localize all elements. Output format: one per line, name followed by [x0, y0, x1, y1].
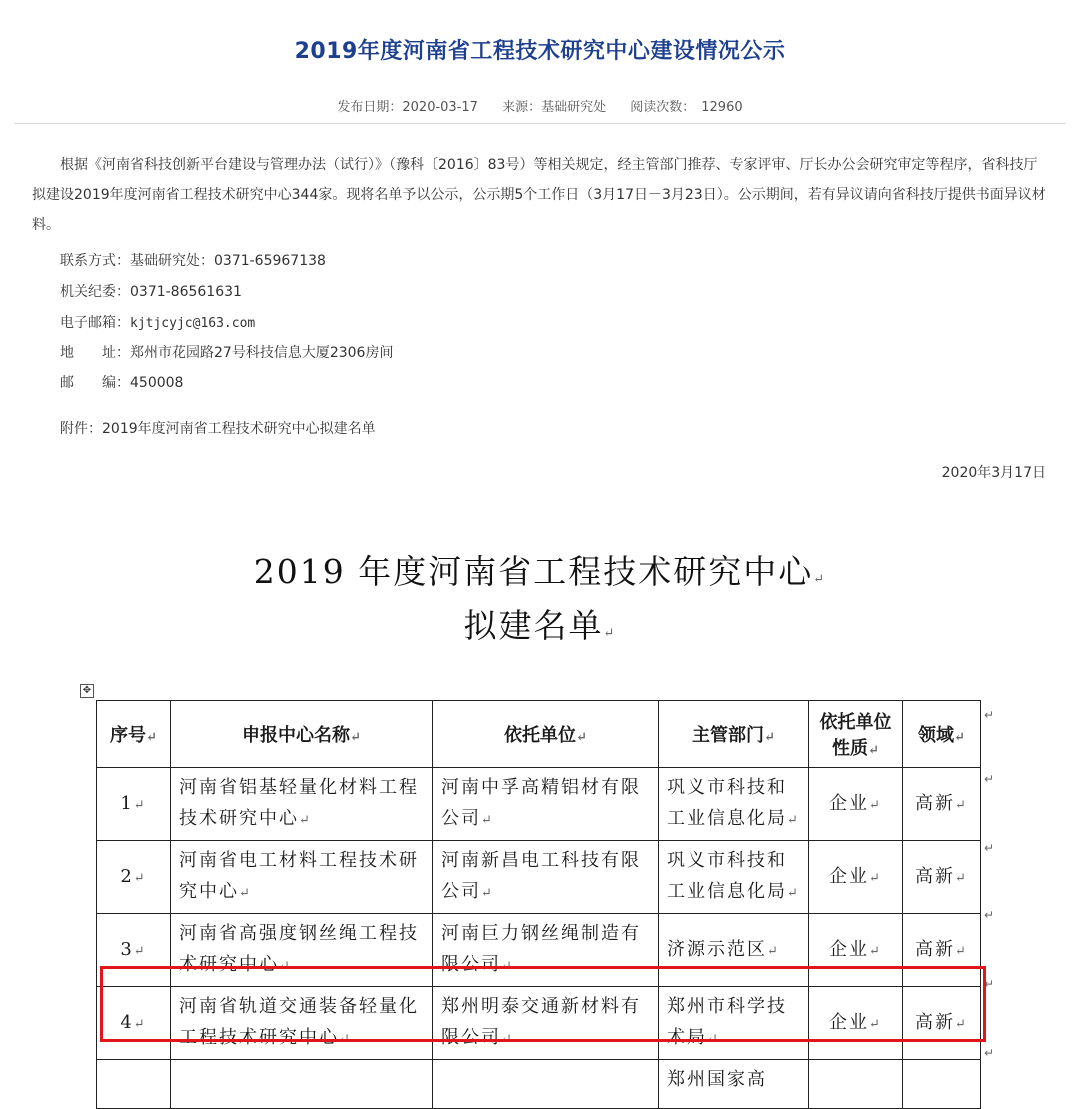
paragraph-mark: ↵: [133, 797, 147, 813]
cell-no: [97, 914, 171, 987]
paragraph-mark: ↵: [146, 730, 157, 745]
publish-date-sign: 2020年3月17日: [941, 465, 1046, 481]
cell-text: 巩义市科技和工业信息化局: [667, 850, 787, 902]
header-text: 领域: [918, 725, 955, 746]
row-end-mark: ↵: [984, 977, 995, 991]
publish-date: 发布日期：2020-03-17: [337, 100, 478, 115]
paragraph-mark: ↵: [764, 730, 775, 745]
contact-method: [60, 250, 326, 270]
cell-unit: [433, 914, 659, 987]
cell-dept: [659, 914, 809, 987]
cell-nature: [809, 841, 903, 914]
cell-text: 济源示范区: [667, 938, 767, 960]
paragraph-mark: ↵: [501, 959, 514, 974]
cell-text: 4: [120, 1011, 134, 1033]
paragraph-mark: ↵: [954, 730, 965, 745]
cell-no: [97, 1060, 171, 1109]
header-text: 依托单位: [504, 725, 577, 746]
cell-text: 1: [120, 792, 134, 814]
table-row: [97, 914, 981, 987]
cell-name: [171, 841, 433, 914]
cell-text: 高新: [915, 865, 956, 887]
read-count-value: 12960: [701, 100, 743, 115]
cell-name: [171, 768, 433, 841]
paragraph-mark: ↵: [576, 730, 587, 745]
cell-field: [903, 768, 981, 841]
row-end-mark: ↵: [984, 1046, 995, 1060]
cell-text: 河南中孚高精铝材有限公司: [441, 777, 641, 829]
contact-value: 郑州市花园路27号科技信息大厦2306房间: [130, 345, 394, 361]
source: 来源：基础研究处: [502, 100, 607, 115]
paragraph-mark: ↵: [481, 813, 494, 828]
cell-dept: [659, 1060, 809, 1109]
header-no: [97, 701, 171, 768]
paragraph-mark: ↵: [955, 870, 968, 886]
table-row-partial: [97, 1060, 981, 1109]
header-dept: [659, 701, 809, 768]
read-count: [630, 100, 742, 115]
cell-text: 郑州市科学技术局: [667, 996, 787, 1048]
paragraph-mark: ↵: [603, 626, 617, 641]
cell-text: 郑州明泰交通新材料有限公司: [441, 996, 641, 1048]
document-title-line2: [0, 600, 1080, 647]
paragraph-mark: ↵: [869, 943, 882, 959]
contact-value: 0371-86561631: [130, 284, 242, 300]
header-field: [903, 701, 981, 768]
document-title-text: 拟建名单: [463, 606, 604, 645]
contact-label: 电子邮箱：: [60, 315, 130, 331]
cell-text: 巩义市科技和工业信息化局: [667, 777, 787, 829]
cell-no: [97, 841, 171, 914]
table-header-row: [97, 701, 981, 768]
contact-label: 邮 编：: [60, 375, 130, 391]
paragraph-mark: ↵: [787, 886, 800, 901]
paragraph-mark: ↵: [481, 886, 494, 901]
header-name: [171, 701, 433, 768]
cell-unit: [433, 987, 659, 1060]
cell-no: [97, 987, 171, 1060]
cell-text: 企业: [829, 865, 870, 887]
row-end-mark: ↵: [984, 772, 995, 786]
cell-text: 河南省轨道交通装备轻量化工程技术研究中心: [179, 996, 419, 1048]
cell-text: 郑州国家高: [667, 1069, 767, 1090]
header-nature: [809, 701, 903, 768]
cell-text: 高新: [915, 1011, 956, 1033]
header-text: 依托单位性质: [819, 712, 892, 759]
document-title-text: 2019 年度河南省工程技术研究中心: [253, 552, 814, 591]
cell-name: [171, 1060, 433, 1109]
paragraph-mark: ↵: [501, 1032, 514, 1047]
table-row-highlighted: [97, 987, 981, 1060]
cell-text: 河南省电工材料工程技术研究中心: [179, 850, 419, 902]
contact-value: 基础研究处：0371-65967138: [130, 253, 326, 269]
email: [60, 312, 255, 332]
row-end-mark: ↵: [984, 708, 995, 722]
cell-unit: [433, 841, 659, 914]
header-unit: [433, 701, 659, 768]
paragraph-mark: ↵: [955, 1016, 968, 1032]
paragraph-mark: ↵: [707, 1032, 720, 1047]
cell-text: 2: [120, 865, 134, 887]
row-end-mark: ↵: [984, 841, 995, 855]
paragraph-mark: ↵: [339, 1032, 352, 1047]
paragraph-mark: ↵: [133, 870, 147, 886]
contact-label: 机关纪委：: [60, 284, 130, 300]
cell-text: 河南省铝基轻量化材料工程技术研究中心: [179, 777, 419, 829]
cell-no: [97, 768, 171, 841]
contact-label: 联系方式：: [60, 253, 130, 269]
paragraph-mark: ↵: [239, 886, 252, 901]
table-row: [97, 841, 981, 914]
header-text: 主管部门: [692, 725, 765, 746]
cell-field: [903, 987, 981, 1060]
cell-nature: [809, 914, 903, 987]
header-divider: [14, 123, 1066, 124]
paragraph-mark: ↵: [955, 797, 968, 813]
paragraph-mark: ↵: [869, 870, 882, 886]
cell-field: [903, 914, 981, 987]
cell-text: 高新: [915, 792, 956, 814]
cell-text: 企业: [829, 792, 870, 814]
paragraph-mark: ↵: [955, 943, 968, 959]
cell-text: 河南新昌电工科技有限公司: [441, 850, 641, 902]
cell-unit: [433, 1060, 659, 1109]
intro-paragraph: 根据《河南省科技创新平台建设与管理办法（试行）》（豫科〔2016〕83号）等相关规定，经主管部门推荐、专家评审、厅长办公会研究审定等程序，省科技厅拟建设2019年度河南省工程技术研究中心344家。现将名单予以公示，公示期5个工作日（3月17日－3月23日）。公示期间，若有异议请向省科技厅提供书面异议材料。: [32, 157, 1046, 233]
cell-name: [171, 987, 433, 1060]
article-meta: [0, 96, 1080, 115]
paragraph-mark: ↵: [869, 1016, 882, 1032]
paragraph-mark: ↵: [787, 813, 800, 828]
cell-nature: [809, 987, 903, 1060]
cell-field: [903, 1060, 981, 1109]
paragraph-mark: ↵: [350, 730, 361, 745]
cell-dept: [659, 841, 809, 914]
cell-text: 3: [120, 938, 134, 960]
email-link[interactable]: kjtjcyjc@163.com: [130, 316, 256, 331]
header-text: 申报中心名称: [242, 725, 351, 746]
table-move-handle-icon[interactable]: ✥: [80, 684, 94, 698]
paragraph-mark: ↵: [133, 1016, 147, 1032]
cell-dept: [659, 987, 809, 1060]
paragraph-mark: ↵: [813, 572, 827, 587]
paragraph-mark: ↵: [767, 943, 780, 959]
read-count-label: 阅读次数：: [630, 100, 696, 115]
address: [60, 342, 393, 362]
cell-text: 河南巨力钢丝绳制造有限公司: [441, 923, 641, 975]
proposed-centers-table: [96, 700, 981, 1109]
cell-name: [171, 914, 433, 987]
cell-text: 河南省高强度钢丝绳工程技术研究中心: [179, 923, 419, 975]
discipline-office: [60, 281, 242, 301]
cell-text: 企业: [829, 938, 870, 960]
header-text: 序号: [110, 725, 147, 746]
cell-unit: [433, 768, 659, 841]
paragraph-mark: ↵: [868, 743, 879, 758]
cell-nature: [809, 1060, 903, 1109]
contact-value: 450008: [130, 375, 184, 391]
cell-text: 企业: [829, 1011, 870, 1033]
cell-text: 高新: [915, 938, 956, 960]
paragraph-mark: ↵: [869, 797, 882, 813]
paragraph-mark: ↵: [133, 943, 147, 959]
attachment-link[interactable]: 附件：2019年度河南省工程技术研究中心拟建名单: [60, 421, 376, 437]
postcode: [60, 372, 183, 392]
paragraph-mark: ↵: [279, 959, 292, 974]
article-title: 2019年度河南省工程技术研究中心建设情况公示: [294, 39, 786, 64]
cell-field: [903, 841, 981, 914]
document-title-line1: [0, 546, 1080, 593]
table-row: [97, 768, 981, 841]
contact-label: 地 址：: [60, 345, 130, 361]
cell-dept: [659, 768, 809, 841]
paragraph-mark: ↵: [299, 813, 312, 828]
cell-nature: [809, 768, 903, 841]
row-end-mark: ↵: [984, 908, 995, 922]
